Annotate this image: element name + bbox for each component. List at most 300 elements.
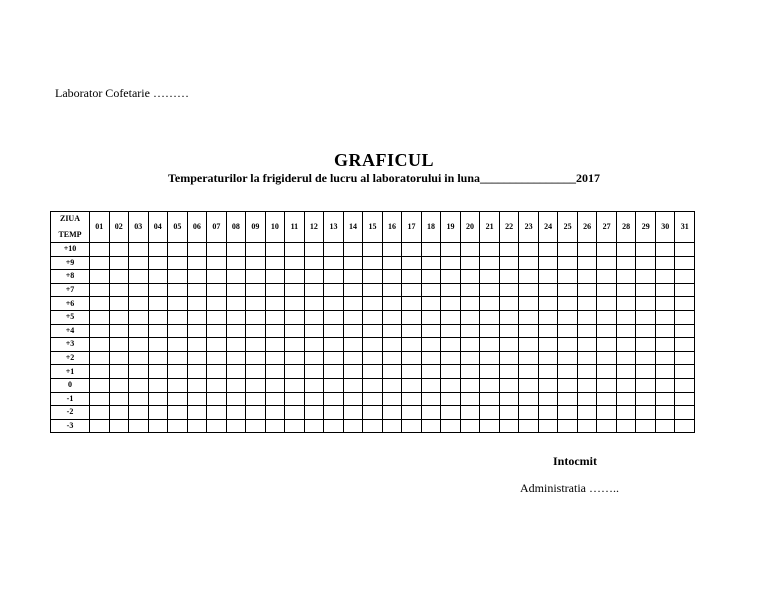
temp-row <box>51 338 695 352</box>
grid-cell <box>499 419 519 433</box>
grid-cell <box>324 351 344 365</box>
grid-cell <box>382 297 402 311</box>
grid-cell <box>558 310 578 324</box>
grid-cell <box>168 270 188 284</box>
grid-cell <box>90 392 110 406</box>
grid-cell <box>577 392 597 406</box>
grid-cell <box>304 406 324 420</box>
grid-cell <box>324 378 344 392</box>
grid-cell <box>636 270 656 284</box>
grid-cell <box>187 283 207 297</box>
grid-cell <box>285 378 305 392</box>
grid-cell <box>363 406 383 420</box>
temp-axis-label: TEMP <box>58 230 82 239</box>
grid-cell <box>226 365 246 379</box>
grid-cell <box>148 297 168 311</box>
grid-cell <box>129 378 149 392</box>
grid-cell <box>597 256 617 270</box>
grid-cell <box>460 283 480 297</box>
grid-cell <box>168 297 188 311</box>
grid-cell <box>616 378 636 392</box>
grid-cell <box>636 406 656 420</box>
grid-cell <box>597 351 617 365</box>
grid-cell <box>499 351 519 365</box>
grid-cell <box>597 243 617 257</box>
day-header-cell: 03 <box>129 212 149 243</box>
grid-cell <box>207 283 227 297</box>
grid-cell <box>655 270 675 284</box>
grid-cell <box>597 365 617 379</box>
temp-row <box>51 365 695 379</box>
grid-cell <box>538 392 558 406</box>
grid-cell <box>382 243 402 257</box>
grid-cell <box>187 338 207 352</box>
temp-row-label: +4 <box>51 324 90 338</box>
grid-cell <box>207 392 227 406</box>
grid-cell <box>265 338 285 352</box>
grid-cell <box>265 270 285 284</box>
grid-cell <box>616 243 636 257</box>
grid-cell <box>324 297 344 311</box>
grid-cell <box>538 351 558 365</box>
grid-cell <box>499 283 519 297</box>
grid-cell <box>655 297 675 311</box>
temp-row <box>51 378 695 392</box>
grid-cell <box>129 256 149 270</box>
grid-cell <box>382 419 402 433</box>
grid-cell <box>402 243 422 257</box>
grid-cell <box>636 283 656 297</box>
grid-cell <box>460 378 480 392</box>
grid-cell <box>577 419 597 433</box>
grid-cell <box>519 392 539 406</box>
temp-row-label: +3 <box>51 338 90 352</box>
grid-cell <box>480 392 500 406</box>
grid-cell <box>402 338 422 352</box>
grid-cell <box>265 378 285 392</box>
grid-cell <box>558 419 578 433</box>
grid-cell <box>148 270 168 284</box>
grid-cell <box>129 270 149 284</box>
grid-cell <box>246 338 266 352</box>
grid-cell <box>187 310 207 324</box>
grid-cell <box>480 338 500 352</box>
grid-cell <box>616 256 636 270</box>
grid-cell <box>577 256 597 270</box>
grid-cell <box>558 338 578 352</box>
grid-cell <box>265 392 285 406</box>
grid-cell <box>207 351 227 365</box>
grid-cell <box>519 283 539 297</box>
grid-cell <box>363 256 383 270</box>
grid-cell <box>187 243 207 257</box>
grid-cell <box>480 351 500 365</box>
grid-cell <box>460 338 480 352</box>
grid-cell <box>499 297 519 311</box>
grid-cell <box>168 324 188 338</box>
grid-cell <box>636 297 656 311</box>
grid-cell <box>363 310 383 324</box>
grid-cell <box>109 297 129 311</box>
grid-cell <box>343 256 363 270</box>
grid-cell <box>421 365 441 379</box>
grid-cell <box>382 378 402 392</box>
grid-cell <box>402 324 422 338</box>
grid-cell <box>421 243 441 257</box>
grid-cell <box>558 270 578 284</box>
temperature-grid <box>50 211 695 433</box>
grid-cell <box>304 310 324 324</box>
grid-cell <box>616 351 636 365</box>
grid-cell <box>363 338 383 352</box>
grid-cell <box>441 256 461 270</box>
grid-cell <box>460 256 480 270</box>
grid-cell <box>421 270 441 284</box>
grid-cell <box>246 419 266 433</box>
grid-cell <box>343 351 363 365</box>
temp-row-label: +1 <box>51 365 90 379</box>
grid-cell <box>148 392 168 406</box>
corner-cell <box>51 212 90 243</box>
day-header-cell: 12 <box>304 212 324 243</box>
grid-cell <box>480 243 500 257</box>
grid-cell <box>636 338 656 352</box>
temp-row-label: 0 <box>51 378 90 392</box>
grid-cell <box>226 406 246 420</box>
grid-cell <box>577 243 597 257</box>
grid-cell <box>460 365 480 379</box>
grid-cell <box>538 297 558 311</box>
grid-cell <box>207 324 227 338</box>
grid-cell <box>499 256 519 270</box>
grid-cell <box>109 283 129 297</box>
temp-row <box>51 351 695 365</box>
grid-cell <box>597 378 617 392</box>
day-header-cell: 26 <box>577 212 597 243</box>
grid-cell <box>382 283 402 297</box>
grid-cell <box>324 324 344 338</box>
grid-cell <box>538 419 558 433</box>
temp-row-label: +6 <box>51 297 90 311</box>
grid-cell <box>597 297 617 311</box>
grid-cell <box>304 283 324 297</box>
temp-row <box>51 324 695 338</box>
grid-cell <box>421 310 441 324</box>
day-header-cell: 24 <box>538 212 558 243</box>
temp-row-label: +7 <box>51 283 90 297</box>
grid-cell <box>402 365 422 379</box>
grid-cell <box>187 392 207 406</box>
grid-cell <box>90 297 110 311</box>
grid-cell <box>343 310 363 324</box>
grid-cell <box>285 243 305 257</box>
grid-cell <box>499 378 519 392</box>
grid-cell <box>480 406 500 420</box>
administration-signature-line: Administratia …….. <box>520 481 619 495</box>
grid-cell <box>460 406 480 420</box>
grid-cell <box>675 365 695 379</box>
grid-cell <box>597 392 617 406</box>
grid-cell <box>655 283 675 297</box>
day-header-cell: 14 <box>343 212 363 243</box>
grid-cell <box>421 378 441 392</box>
grid-cell <box>343 338 363 352</box>
grid-cell <box>421 351 441 365</box>
day-header-cell: 31 <box>675 212 695 243</box>
grid-cell <box>480 365 500 379</box>
grid-cell <box>616 283 636 297</box>
grid-cell <box>285 324 305 338</box>
temp-row-label: +2 <box>51 351 90 365</box>
grid-cell <box>109 406 129 420</box>
grid-cell <box>519 419 539 433</box>
grid-cell <box>538 378 558 392</box>
grid-cell <box>616 365 636 379</box>
grid-cell <box>168 283 188 297</box>
grid-cell <box>597 283 617 297</box>
grid-cell <box>655 392 675 406</box>
day-header-cell: 30 <box>655 212 675 243</box>
grid-cell <box>577 310 597 324</box>
grid-cell <box>480 270 500 284</box>
grid-cell <box>363 243 383 257</box>
grid-cell <box>226 310 246 324</box>
grid-cell <box>441 283 461 297</box>
grid-cell <box>538 324 558 338</box>
grid-cell <box>304 243 324 257</box>
grid-cell <box>187 378 207 392</box>
grid-cell <box>538 256 558 270</box>
grid-cell <box>304 338 324 352</box>
temp-row <box>51 419 695 433</box>
grid-cell <box>480 310 500 324</box>
grid-cell <box>675 419 695 433</box>
grid-cell <box>109 256 129 270</box>
day-header-cell: 10 <box>265 212 285 243</box>
grid-cell <box>499 270 519 284</box>
grid-cell <box>187 365 207 379</box>
grid-cell <box>421 324 441 338</box>
day-header-cell: 18 <box>421 212 441 243</box>
grid-cell <box>304 365 324 379</box>
grid-cell <box>577 378 597 392</box>
grid-cell <box>109 324 129 338</box>
grid-cell <box>636 256 656 270</box>
grid-cell <box>441 243 461 257</box>
grid-cell <box>402 270 422 284</box>
grid-cell <box>675 338 695 352</box>
grid-cell <box>207 256 227 270</box>
grid-cell <box>636 378 656 392</box>
grid-cell <box>499 338 519 352</box>
document-title: GRAFICUL <box>333 150 434 170</box>
grid-cell <box>558 243 578 257</box>
prepared-by-label: Intocmit <box>553 454 597 468</box>
grid-cell <box>655 419 675 433</box>
grid-cell <box>246 270 266 284</box>
grid-cell <box>519 297 539 311</box>
grid-cell <box>324 270 344 284</box>
grid-cell <box>363 297 383 311</box>
grid-cell <box>675 243 695 257</box>
temp-row-label: -1 <box>51 392 90 406</box>
grid-cell <box>558 297 578 311</box>
grid-cell <box>207 419 227 433</box>
grid-cell <box>226 419 246 433</box>
grid-cell <box>675 297 695 311</box>
grid-cell <box>402 256 422 270</box>
grid-cell <box>304 392 324 406</box>
grid-cell <box>538 283 558 297</box>
grid-cell <box>538 338 558 352</box>
grid-cell <box>675 283 695 297</box>
grid-cell <box>324 310 344 324</box>
grid-cell <box>226 392 246 406</box>
grid-cell <box>363 283 383 297</box>
grid-cell <box>168 243 188 257</box>
day-header-cell: 17 <box>402 212 422 243</box>
grid-cell <box>109 351 129 365</box>
grid-cell <box>148 365 168 379</box>
grid-cell <box>441 338 461 352</box>
grid-cell <box>129 310 149 324</box>
grid-cell <box>129 243 149 257</box>
grid-cell <box>538 365 558 379</box>
grid-cell <box>519 378 539 392</box>
grid-cell <box>90 243 110 257</box>
day-header-cell: 16 <box>382 212 402 243</box>
grid-cell <box>519 256 539 270</box>
grid-cell <box>441 392 461 406</box>
grid-cell <box>285 270 305 284</box>
grid-cell <box>226 256 246 270</box>
day-header-cell: 06 <box>187 212 207 243</box>
grid-cell <box>265 283 285 297</box>
grid-cell <box>382 256 402 270</box>
grid-cell <box>226 378 246 392</box>
grid-cell <box>246 406 266 420</box>
grid-cell <box>187 256 207 270</box>
grid-cell <box>148 351 168 365</box>
temp-row <box>51 270 695 284</box>
temp-row-label: +10 <box>51 243 90 257</box>
grid-cell <box>577 338 597 352</box>
day-header-cell: 09 <box>246 212 266 243</box>
grid-cell <box>285 283 305 297</box>
day-header-cell: 19 <box>441 212 461 243</box>
grid-cell <box>207 338 227 352</box>
grid-cell <box>226 324 246 338</box>
grid-cell <box>577 283 597 297</box>
grid-cell <box>109 392 129 406</box>
grid-cell <box>187 270 207 284</box>
grid-cell <box>207 270 227 284</box>
day-header-cell: 29 <box>636 212 656 243</box>
grid-cell <box>597 419 617 433</box>
day-header-cell: 02 <box>109 212 129 243</box>
grid-cell <box>460 392 480 406</box>
grid-cell <box>382 406 402 420</box>
grid-cell <box>148 419 168 433</box>
grid-cell <box>538 243 558 257</box>
grid-cell <box>421 283 441 297</box>
grid-cell <box>246 378 266 392</box>
grid-cell <box>324 338 344 352</box>
temp-row <box>51 283 695 297</box>
grid-cell <box>577 406 597 420</box>
temp-row-label: +9 <box>51 256 90 270</box>
grid-cell <box>675 256 695 270</box>
grid-cell <box>577 324 597 338</box>
grid-cell <box>246 392 266 406</box>
grid-cell <box>363 392 383 406</box>
grid-cell <box>519 338 539 352</box>
grid-cell <box>343 283 363 297</box>
grid-cell <box>168 378 188 392</box>
grid-cell <box>324 365 344 379</box>
grid-cell <box>304 324 324 338</box>
day-header-cell: 07 <box>207 212 227 243</box>
grid-cell <box>519 270 539 284</box>
grid-cell <box>558 365 578 379</box>
temp-row <box>51 297 695 311</box>
grid-cell <box>129 324 149 338</box>
grid-cell <box>226 270 246 284</box>
grid-cell <box>363 351 383 365</box>
grid-cell <box>324 243 344 257</box>
grid-cell <box>499 365 519 379</box>
grid-cell <box>363 365 383 379</box>
temp-row-label: -3 <box>51 419 90 433</box>
grid-cell <box>90 256 110 270</box>
grid-cell <box>441 324 461 338</box>
grid-cell <box>285 256 305 270</box>
grid-cell <box>460 419 480 433</box>
grid-cell <box>324 419 344 433</box>
day-header-cell: 15 <box>363 212 383 243</box>
grid-cell <box>129 419 149 433</box>
grid-cell <box>441 406 461 420</box>
grid-cell <box>285 338 305 352</box>
grid-cell <box>616 338 636 352</box>
grid-cell <box>460 324 480 338</box>
grid-cell <box>460 243 480 257</box>
grid-cell <box>148 283 168 297</box>
grid-cell <box>285 406 305 420</box>
grid-cell <box>655 324 675 338</box>
grid-cell <box>324 406 344 420</box>
grid-cell <box>168 310 188 324</box>
grid-cell <box>324 392 344 406</box>
grid-cell <box>577 270 597 284</box>
grid-cell <box>363 324 383 338</box>
grid-cell <box>441 270 461 284</box>
grid-cell <box>538 406 558 420</box>
grid-cell <box>226 283 246 297</box>
grid-cell <box>519 365 539 379</box>
day-header-cell: 21 <box>480 212 500 243</box>
grid-cell <box>187 419 207 433</box>
day-header-cell: 08 <box>226 212 246 243</box>
grid-cell <box>246 297 266 311</box>
day-header-cell: 22 <box>499 212 519 243</box>
grid-cell <box>207 365 227 379</box>
grid-cell <box>265 419 285 433</box>
grid-cell <box>265 324 285 338</box>
grid-cell <box>616 406 636 420</box>
grid-cell <box>109 270 129 284</box>
grid-cell <box>265 365 285 379</box>
